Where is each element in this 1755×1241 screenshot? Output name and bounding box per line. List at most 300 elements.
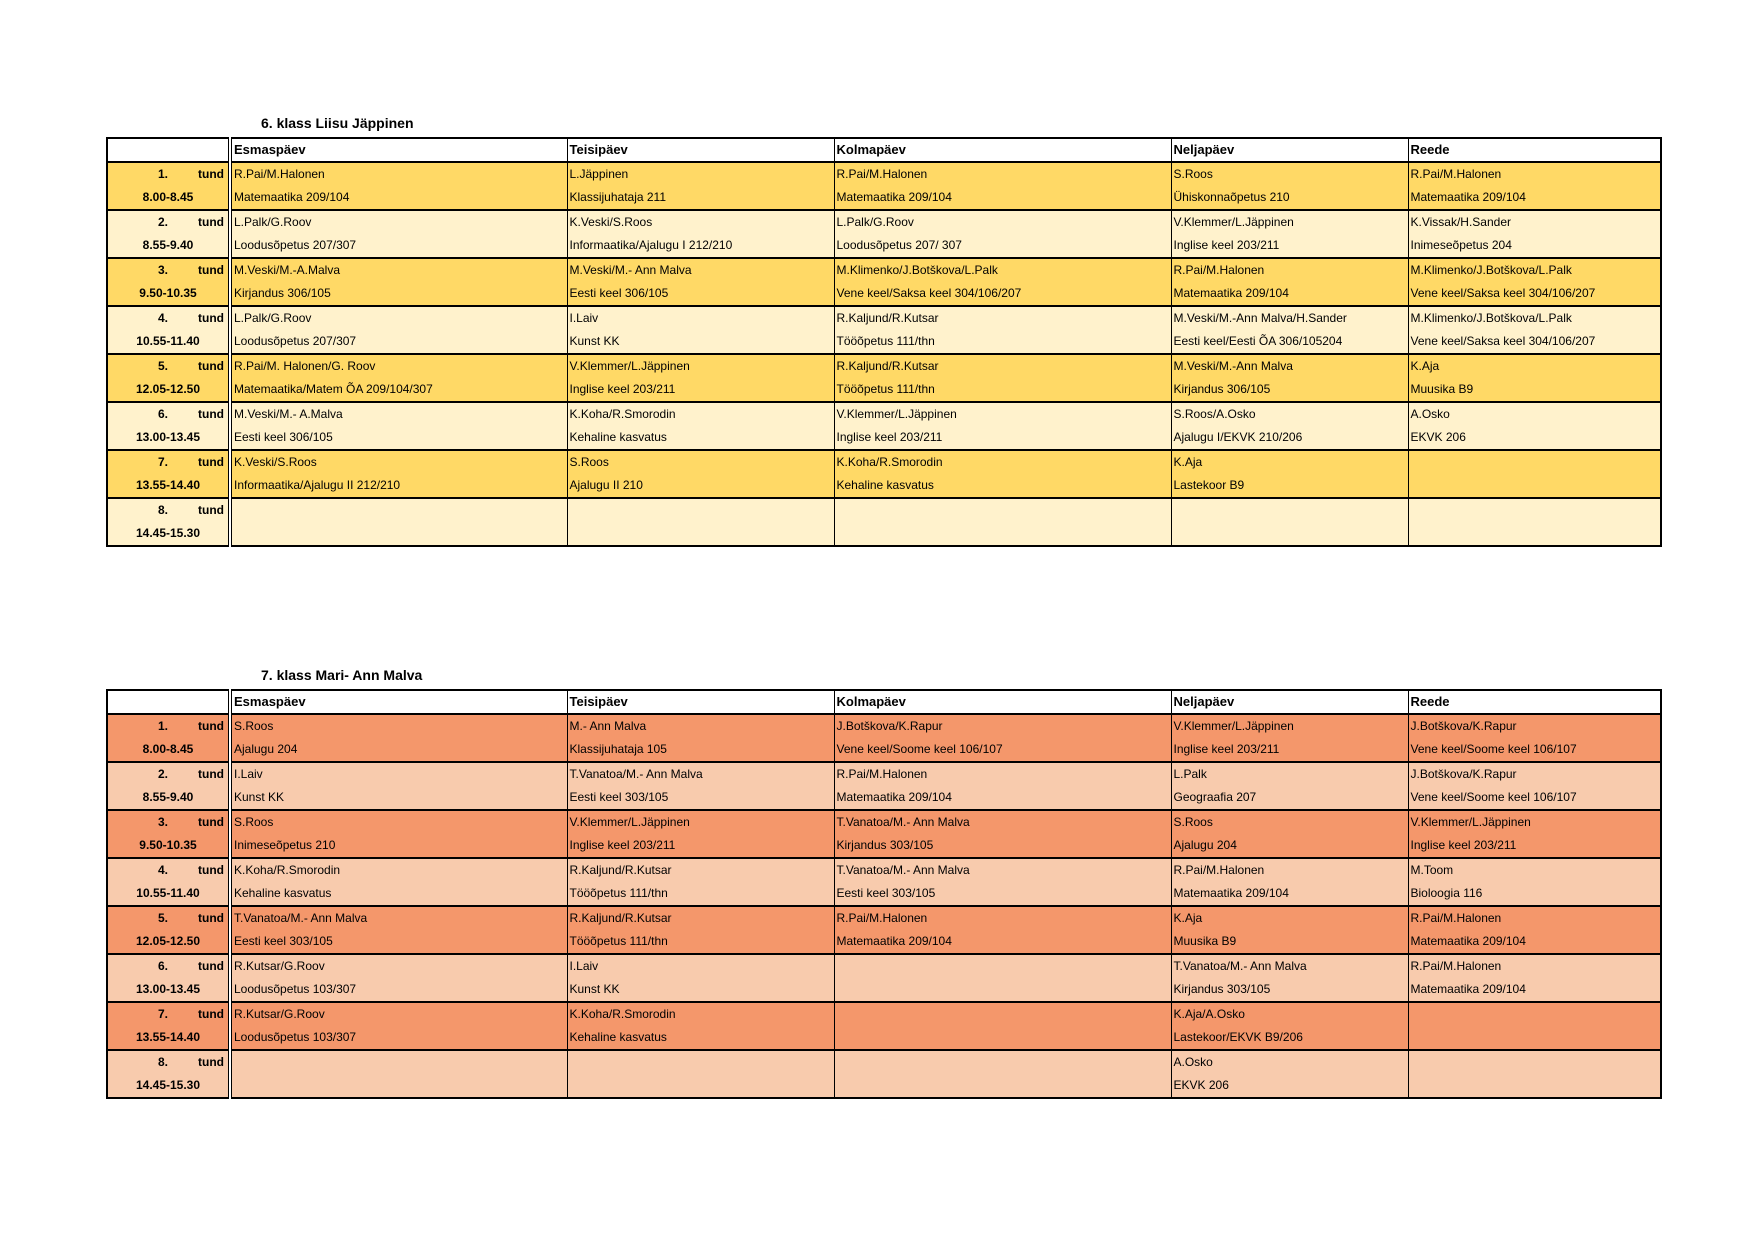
teacher: T.Vanatoa/M.- Ann Malva bbox=[569, 767, 703, 781]
lesson-cell bbox=[567, 306, 834, 354]
lesson-time: 14.45-15.30 bbox=[135, 1078, 201, 1092]
teacher: R.Pai/M.Halonen bbox=[836, 167, 928, 181]
lesson-cell bbox=[1171, 162, 1408, 210]
lesson-row bbox=[107, 906, 1661, 954]
lesson-cell bbox=[1408, 858, 1661, 906]
lesson-row bbox=[107, 450, 1661, 498]
subject: Eesti keel 306/105 bbox=[234, 430, 333, 444]
subject: Vene keel/Soome keel 106/107 bbox=[1410, 742, 1577, 756]
lesson-cell bbox=[567, 1050, 834, 1098]
lesson-number: 8. bbox=[158, 503, 169, 517]
lesson-time: 12.05-12.50 bbox=[135, 382, 201, 396]
lesson-cell bbox=[1408, 162, 1661, 210]
lesson-label bbox=[110, 1051, 226, 1074]
lesson-row bbox=[107, 354, 1661, 402]
subject bbox=[234, 522, 565, 545]
lesson-number: 6. bbox=[158, 407, 169, 421]
subject: Inimeseõpetus 210 bbox=[234, 838, 336, 852]
subject: Matemaatika 209/104 bbox=[234, 190, 350, 204]
lesson-time: 13.00-13.45 bbox=[135, 430, 201, 444]
subject: Inglise keel 203/211 bbox=[1173, 238, 1280, 252]
subject: Vene keel/Saksa keel 304/106/207 bbox=[1410, 334, 1596, 348]
lesson-cell bbox=[567, 810, 834, 858]
teacher: R.Kaljund/R.Kutsar bbox=[569, 863, 672, 877]
lesson-cell bbox=[1171, 210, 1408, 258]
teacher: R.Pai/M.Halonen bbox=[1173, 863, 1265, 877]
lesson-cell bbox=[230, 906, 567, 954]
subject: Inimeseõpetus 204 bbox=[1410, 238, 1512, 252]
teacher: R.Pai/M.Halonen bbox=[1410, 959, 1502, 973]
subject bbox=[837, 1074, 1169, 1097]
subject: Tööõpetus 111/thn bbox=[569, 934, 668, 948]
lesson-cell bbox=[834, 354, 1171, 402]
lesson-row bbox=[107, 762, 1661, 810]
teacher: R.Pai/M.Halonen bbox=[836, 767, 928, 781]
lesson-label bbox=[110, 307, 226, 330]
subject bbox=[234, 1074, 565, 1097]
teacher: R.Pai/M.Halonen bbox=[1173, 263, 1265, 277]
lesson-cell bbox=[567, 762, 834, 810]
lesson-row bbox=[107, 210, 1661, 258]
lesson-cell bbox=[1408, 450, 1661, 498]
lesson-number-cell bbox=[107, 714, 230, 762]
lesson-cell bbox=[1408, 954, 1661, 1002]
lesson-word: tund bbox=[198, 1007, 224, 1021]
teacher bbox=[837, 1051, 1169, 1074]
teacher: R.Pai/M.Halonen bbox=[1410, 911, 1502, 925]
lesson-number: 4. bbox=[158, 311, 169, 325]
lesson-cell bbox=[230, 306, 567, 354]
lesson-cell bbox=[1171, 1050, 1408, 1098]
lesson-cell bbox=[1171, 858, 1408, 906]
lesson-cell bbox=[834, 498, 1171, 546]
lesson-label bbox=[110, 859, 226, 882]
lesson-number-cell bbox=[107, 954, 230, 1002]
subject: Bioloogia 116 bbox=[1410, 886, 1483, 900]
lesson-cell bbox=[230, 954, 567, 1002]
lesson-cell bbox=[230, 1002, 567, 1050]
lesson-cell bbox=[834, 1050, 1171, 1098]
day-header: Kolmapäev bbox=[834, 138, 1171, 162]
corner-cell bbox=[107, 138, 230, 162]
lesson-cell bbox=[834, 1002, 1171, 1050]
subject: Ajalugu 204 bbox=[1173, 838, 1237, 852]
subject: Matemaatika 209/104 bbox=[1410, 934, 1526, 948]
day-header-row bbox=[107, 690, 1661, 714]
lesson-number-cell bbox=[107, 498, 230, 546]
lesson-cell bbox=[567, 954, 834, 1002]
day-header: Esmaspäev bbox=[230, 138, 567, 162]
lesson-cell bbox=[1171, 258, 1408, 306]
lesson-cell bbox=[230, 714, 567, 762]
teacher bbox=[570, 499, 832, 522]
lesson-time: 8.00-8.45 bbox=[142, 190, 194, 204]
teacher: I.Laiv bbox=[569, 959, 599, 973]
day-header: Reede bbox=[1408, 690, 1661, 714]
lesson-cell bbox=[230, 762, 567, 810]
lesson-cell bbox=[834, 954, 1171, 1002]
subject: Kehaline kasvatus bbox=[569, 430, 667, 444]
teacher: V.Klemmer/L.Jäppinen bbox=[836, 407, 957, 421]
teacher: M.Veski/M.-Ann Malva/H.Sander bbox=[1173, 311, 1347, 325]
subject: Kunst KK bbox=[569, 334, 620, 348]
lesson-cell bbox=[1408, 1050, 1661, 1098]
teacher bbox=[837, 1003, 1169, 1026]
lesson-time: 13.55-14.40 bbox=[135, 1030, 201, 1044]
teacher: J.Botškova/K.Rapur bbox=[1410, 767, 1517, 781]
teacher: L.Jäppinen bbox=[569, 167, 629, 181]
lesson-number: 5. bbox=[158, 359, 169, 373]
lesson-cell bbox=[834, 210, 1171, 258]
lesson-word: tund bbox=[198, 767, 224, 781]
teacher bbox=[570, 1051, 832, 1074]
subject: Matemaatika 209/104 bbox=[1410, 190, 1526, 204]
day-header: Neljapäev bbox=[1171, 690, 1408, 714]
subject: Muusika B9 bbox=[1173, 934, 1237, 948]
lesson-cell bbox=[230, 498, 567, 546]
subject: Geograafia 207 bbox=[1173, 790, 1257, 804]
teacher bbox=[234, 1051, 565, 1074]
subject bbox=[1411, 1026, 1659, 1049]
lesson-label bbox=[110, 259, 226, 282]
lesson-cell bbox=[1408, 906, 1661, 954]
subject bbox=[570, 1074, 832, 1097]
lesson-word: tund bbox=[198, 263, 224, 277]
teacher: V.Klemmer/L.Jäppinen bbox=[1173, 215, 1294, 229]
lesson-time: 13.55-14.40 bbox=[135, 478, 201, 492]
lesson-cell bbox=[230, 402, 567, 450]
teacher: M.Toom bbox=[1410, 863, 1454, 877]
teacher: K.Veski/S.Roos bbox=[569, 215, 653, 229]
lesson-time: 8.00-8.45 bbox=[142, 742, 194, 756]
teacher: K.Aja bbox=[1173, 455, 1203, 469]
teacher: S.Roos bbox=[234, 719, 274, 733]
lesson-time: 10.55-11.40 bbox=[136, 886, 200, 900]
lesson-cell bbox=[1408, 210, 1661, 258]
lesson-label bbox=[110, 403, 226, 426]
lesson-cell bbox=[567, 858, 834, 906]
lesson-word: tund bbox=[198, 167, 224, 181]
subject: EKVK 206 bbox=[1410, 430, 1466, 444]
subject: Vene keel/Saksa keel 304/106/207 bbox=[836, 286, 1022, 300]
lesson-word: tund bbox=[198, 311, 224, 325]
lesson-label bbox=[110, 211, 226, 234]
subject: Inglise keel 203/211 bbox=[569, 382, 676, 396]
lesson-number: 2. bbox=[158, 215, 169, 229]
lesson-cell bbox=[230, 1050, 567, 1098]
subject bbox=[837, 522, 1169, 545]
lesson-cell bbox=[1408, 402, 1661, 450]
teacher: V.Klemmer/L.Jäppinen bbox=[569, 359, 690, 373]
lesson-cell bbox=[567, 906, 834, 954]
lesson-number-cell bbox=[107, 762, 230, 810]
subject: Inglise keel 203/211 bbox=[836, 430, 943, 444]
teacher: M.Veski/M.-Ann Malva bbox=[1173, 359, 1293, 373]
day-header: Teisipäev bbox=[567, 138, 834, 162]
teacher: R.Kutsar/G.Roov bbox=[234, 1007, 325, 1021]
lesson-cell bbox=[567, 258, 834, 306]
subject: Kunst KK bbox=[234, 790, 285, 804]
lesson-number: 1. bbox=[158, 719, 169, 733]
lesson-row bbox=[107, 858, 1661, 906]
lesson-label bbox=[110, 763, 226, 786]
subject: Tööõpetus 111/thn bbox=[836, 334, 935, 348]
subject: Eesti keel 303/105 bbox=[569, 790, 669, 804]
lesson-label bbox=[110, 355, 226, 378]
teacher: K.Aja/A.Osko bbox=[1173, 1007, 1245, 1021]
lesson-cell bbox=[1171, 1002, 1408, 1050]
lesson-word: tund bbox=[198, 215, 224, 229]
day-header: Neljapäev bbox=[1171, 138, 1408, 162]
lesson-label bbox=[110, 451, 226, 474]
lesson-cell bbox=[567, 402, 834, 450]
teacher bbox=[837, 499, 1169, 522]
lesson-cell bbox=[1171, 906, 1408, 954]
teacher: R.Pai/M.Halonen bbox=[234, 167, 325, 181]
lesson-number: 3. bbox=[158, 263, 169, 277]
teacher: T.Vanatoa/M.- Ann Malva bbox=[1173, 959, 1307, 973]
lesson-cell bbox=[230, 258, 567, 306]
teacher bbox=[1174, 499, 1406, 522]
lesson-row bbox=[107, 162, 1661, 210]
subject: Matemaatika 209/104 bbox=[836, 934, 952, 948]
subject: Klassijuhataja 211 bbox=[569, 190, 667, 204]
lesson-cell bbox=[1171, 354, 1408, 402]
teacher: R.Pai/M. Halonen/G. Roov bbox=[234, 359, 376, 373]
lesson-number: 7. bbox=[158, 1007, 169, 1021]
lesson-label bbox=[110, 715, 226, 738]
teacher bbox=[234, 499, 565, 522]
lesson-word: tund bbox=[198, 407, 224, 421]
teacher: R.Kaljund/R.Kutsar bbox=[836, 359, 939, 373]
lesson-time: 9.50-10.35 bbox=[139, 286, 197, 300]
day-header: Kolmapäev bbox=[834, 690, 1171, 714]
lesson-cell bbox=[230, 810, 567, 858]
lesson-cell bbox=[834, 762, 1171, 810]
subject: Matemaatika 209/104 bbox=[836, 790, 952, 804]
subject: Eesti keel 303/105 bbox=[234, 934, 333, 948]
subject: Kehaline kasvatus bbox=[569, 1030, 667, 1044]
lesson-row bbox=[107, 810, 1661, 858]
subject: Ajalugu II 210 bbox=[569, 478, 643, 492]
teacher: K.Veski/S.Roos bbox=[234, 455, 317, 469]
subject: Vene keel/Saksa keel 304/106/207 bbox=[1410, 286, 1596, 300]
subject bbox=[1411, 1074, 1659, 1097]
lesson-label bbox=[110, 1003, 226, 1026]
lesson-cell bbox=[834, 258, 1171, 306]
subject: Ajalugu 204 bbox=[234, 742, 298, 756]
lesson-cell bbox=[1171, 810, 1408, 858]
day-header: Teisipäev bbox=[567, 690, 834, 714]
lesson-row bbox=[107, 714, 1661, 762]
subject bbox=[1411, 474, 1659, 497]
subject: Loodusõpetus 103/307 bbox=[234, 982, 357, 996]
subject: Loodusõpetus 207/307 bbox=[234, 238, 357, 252]
lesson-word: tund bbox=[198, 815, 224, 829]
teacher: K.Koha/R.Smorodin bbox=[569, 1007, 676, 1021]
lesson-word: tund bbox=[198, 503, 224, 517]
lesson-row bbox=[107, 1002, 1661, 1050]
subject: Lastekoor B9 bbox=[1173, 478, 1245, 492]
teacher: R.Kutsar/G.Roov bbox=[234, 959, 325, 973]
teacher: S.Roos bbox=[569, 455, 609, 469]
subject: Ajalugu I/EKVK 210/206 bbox=[1173, 430, 1303, 444]
teacher: A.Osko bbox=[1410, 407, 1450, 421]
class-title: 6. klass Liisu Jäppinen bbox=[261, 115, 414, 131]
class-title: 7. klass Mari- Ann Malva bbox=[261, 667, 423, 683]
subject: Vene keel/Soome keel 106/107 bbox=[1410, 790, 1577, 804]
lesson-word: tund bbox=[198, 911, 224, 925]
subject: Ühiskonnaõpetus 210 bbox=[1173, 190, 1290, 204]
lesson-cell bbox=[567, 1002, 834, 1050]
lesson-cell bbox=[834, 402, 1171, 450]
subject bbox=[1174, 522, 1406, 545]
subject: Eesti keel 306/105 bbox=[569, 286, 669, 300]
teacher: K.Vissak/H.Sander bbox=[1410, 215, 1511, 229]
lesson-number-cell bbox=[107, 354, 230, 402]
lesson-number-cell bbox=[107, 162, 230, 210]
lesson-row bbox=[107, 402, 1661, 450]
teacher: K.Koha/R.Smorodin bbox=[569, 407, 676, 421]
lesson-number: 7. bbox=[158, 455, 169, 469]
teacher: R.Kaljund/R.Kutsar bbox=[836, 311, 939, 325]
lesson-time: 14.45-15.30 bbox=[135, 526, 201, 540]
teacher: T.Vanatoa/M.- Ann Malva bbox=[836, 863, 970, 877]
lesson-number: 4. bbox=[158, 863, 169, 877]
lesson-cell bbox=[1408, 714, 1661, 762]
lesson-cell bbox=[567, 210, 834, 258]
subject: Loodusõpetus 207/ 307 bbox=[836, 238, 962, 252]
teacher: J.Botškova/K.Rapur bbox=[1410, 719, 1517, 733]
teacher: L.Palk bbox=[1173, 767, 1207, 781]
subject: Informaatika/Ajalugu II 212/210 bbox=[234, 478, 401, 492]
teacher: I.Laiv bbox=[569, 311, 599, 325]
lesson-cell bbox=[1408, 306, 1661, 354]
subject bbox=[837, 1026, 1169, 1049]
teacher: T.Vanatoa/M.- Ann Malva bbox=[836, 815, 970, 829]
lesson-word: tund bbox=[198, 455, 224, 469]
lesson-word: tund bbox=[198, 719, 224, 733]
timetable bbox=[106, 689, 1662, 1099]
lesson-word: tund bbox=[198, 959, 224, 973]
lesson-number-cell bbox=[107, 258, 230, 306]
lesson-cell bbox=[834, 906, 1171, 954]
teacher: S.Roos bbox=[234, 815, 274, 829]
lesson-number: 6. bbox=[158, 959, 169, 973]
lesson-word: tund bbox=[198, 1055, 224, 1069]
lesson-cell bbox=[1408, 810, 1661, 858]
lesson-cell bbox=[1408, 498, 1661, 546]
teacher: M.Veski/M.- Ann Malva bbox=[569, 263, 692, 277]
teacher: M.Veski/M.-A.Malva bbox=[234, 263, 341, 277]
lesson-number: 2. bbox=[158, 767, 169, 781]
teacher: M.Klimenko/J.Botškova/L.Palk bbox=[836, 263, 998, 277]
lesson-cell bbox=[1171, 762, 1408, 810]
subject: Tööõpetus 111/thn bbox=[569, 886, 668, 900]
teacher: T.Vanatoa/M.- Ann Malva bbox=[234, 911, 368, 925]
subject: Inglise keel 203/211 bbox=[1173, 742, 1280, 756]
lesson-number-cell bbox=[107, 906, 230, 954]
subject: EKVK 206 bbox=[1173, 1078, 1229, 1092]
lesson-cell bbox=[1171, 402, 1408, 450]
lesson-label bbox=[110, 811, 226, 834]
lesson-time: 10.55-11.40 bbox=[136, 334, 200, 348]
teacher: M.Klimenko/J.Botškova/L.Palk bbox=[1410, 263, 1572, 277]
teacher: V.Klemmer/L.Jäppinen bbox=[569, 815, 690, 829]
teacher: K.Aja bbox=[1410, 359, 1440, 373]
lesson-number-cell bbox=[107, 1002, 230, 1050]
subject bbox=[570, 522, 832, 545]
lesson-number-cell bbox=[107, 306, 230, 354]
teacher: M.Klimenko/J.Botškova/L.Palk bbox=[1410, 311, 1572, 325]
lesson-time: 13.00-13.45 bbox=[135, 982, 201, 996]
subject: Tööõpetus 111/thn bbox=[836, 382, 935, 396]
lesson-cell bbox=[834, 858, 1171, 906]
teacher: L.Palk/G.Roov bbox=[234, 311, 312, 325]
lesson-cell bbox=[1408, 762, 1661, 810]
lesson-cell bbox=[230, 354, 567, 402]
subject: Inglise keel 203/211 bbox=[1410, 838, 1517, 852]
subject bbox=[1411, 522, 1659, 545]
lesson-cell bbox=[834, 162, 1171, 210]
subject: Matemaatika 209/104 bbox=[1410, 982, 1526, 996]
day-header: Reede bbox=[1408, 138, 1661, 162]
teacher: S.Roos bbox=[1173, 167, 1213, 181]
teacher: M.- Ann Malva bbox=[569, 719, 647, 733]
teacher: S.Roos/A.Osko bbox=[1173, 407, 1256, 421]
lesson-number-cell bbox=[107, 810, 230, 858]
teacher: L.Palk/G.Roov bbox=[234, 215, 312, 229]
lesson-number: 1. bbox=[158, 167, 169, 181]
lesson-cell bbox=[567, 450, 834, 498]
subject: Matemaatika 209/104 bbox=[1173, 286, 1289, 300]
lesson-number-cell bbox=[107, 1050, 230, 1098]
lesson-row bbox=[107, 498, 1661, 546]
subject: Loodusõpetus 207/307 bbox=[234, 334, 357, 348]
teacher: V.Klemmer/L.Jäppinen bbox=[1173, 719, 1294, 733]
teacher bbox=[837, 955, 1169, 978]
subject: Eesti keel/Eesti ÕA 306/105204 bbox=[1173, 334, 1343, 348]
lesson-number: 3. bbox=[158, 815, 169, 829]
teacher bbox=[1411, 1051, 1659, 1074]
lesson-cell bbox=[1408, 258, 1661, 306]
lesson-number-cell bbox=[107, 858, 230, 906]
lesson-row bbox=[107, 258, 1661, 306]
lesson-cell bbox=[1171, 450, 1408, 498]
day-header: Esmaspäev bbox=[230, 690, 567, 714]
teacher: A.Osko bbox=[1173, 1055, 1213, 1069]
lesson-number-cell bbox=[107, 210, 230, 258]
day-header-row bbox=[107, 138, 1661, 162]
lesson-cell bbox=[834, 450, 1171, 498]
lesson-cell bbox=[567, 498, 834, 546]
lesson-label bbox=[110, 499, 226, 522]
timetable bbox=[106, 137, 1662, 547]
lesson-number: 8. bbox=[158, 1055, 169, 1069]
subject: Muusika B9 bbox=[1410, 382, 1474, 396]
subject: Matemaatika 209/104 bbox=[1173, 886, 1289, 900]
subject: Kirjandus 303/105 bbox=[1173, 982, 1271, 996]
lesson-row bbox=[107, 1050, 1661, 1098]
subject bbox=[837, 978, 1169, 1001]
lesson-cell bbox=[1408, 354, 1661, 402]
lesson-time: 12.05-12.50 bbox=[135, 934, 201, 948]
subject: Matemaatika/Matem ÕA 209/104/307 bbox=[234, 382, 433, 396]
subject: Klassijuhataja 105 bbox=[569, 742, 667, 756]
subject: Lastekoor/EKVK B9/206 bbox=[1173, 1030, 1303, 1044]
lesson-cell bbox=[230, 162, 567, 210]
teacher bbox=[1411, 499, 1659, 522]
